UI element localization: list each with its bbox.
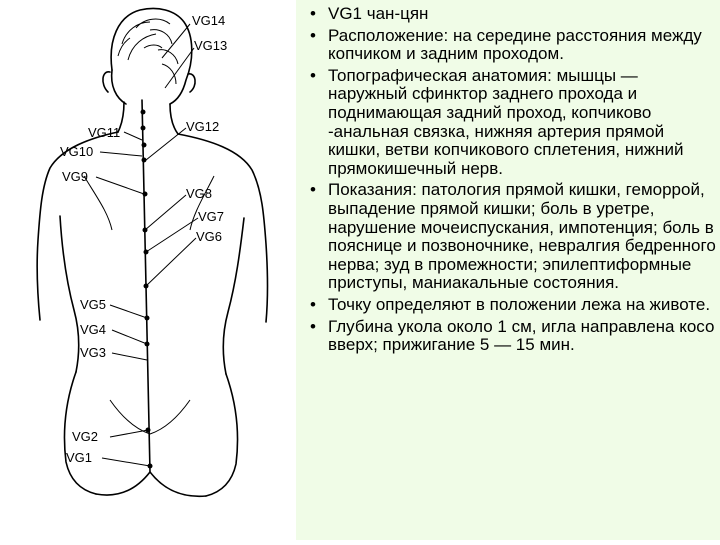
- right-hip: [206, 374, 238, 496]
- torso-left-side: [60, 216, 79, 372]
- buttocks-outline: [96, 472, 206, 496]
- bullet-point-name: • VG1 чан-цян: [304, 5, 716, 24]
- right-ear: [188, 74, 195, 92]
- label-vg10: VG10: [60, 144, 94, 159]
- bullet-indications: • Показания: патология прямой кишки, геморрой, выпадение прямой кишки; боль в уретре, нарушение мочеиспускания, импотенция; боль в пояснице и позвоночнике, невралгия бедренного нерва; зуд в промежности; эпилептиформные приступы, маниакальные состояния.: [304, 181, 716, 293]
- description-panel: [296, 0, 720, 540]
- label-vg1: VG1: [66, 450, 93, 465]
- back-outline-drawing: [0, 0, 300, 540]
- back-acupuncture-figure: [0, 0, 300, 540]
- label-vg6: VG6: [196, 229, 223, 244]
- bullet-list: [304, 5, 716, 358]
- label-vg12: VG12: [186, 119, 220, 134]
- scapula-lines: [84, 176, 214, 230]
- bullet-location: • Расположение: на середине расстояния между копчиком и задним проходом.: [304, 27, 716, 64]
- label-vg11: VG11: [88, 125, 121, 140]
- neck-right: [170, 104, 178, 134]
- label-vg9: VG9: [62, 169, 89, 184]
- hair-strokes: [118, 19, 178, 84]
- torso-right-side: [223, 218, 244, 374]
- label-vg4: VG4: [80, 322, 107, 337]
- bullet-positioning: • Точку определяют в положении лежа на животе.: [304, 296, 716, 315]
- label-vg7: VG7: [198, 209, 225, 224]
- bullet-technique: • Глубина укола около 1 см, игла направлена косо вверх; прижигание 5 — 15 мин.: [304, 318, 716, 355]
- left-ear: [103, 72, 110, 92]
- label-vg3: VG3: [80, 345, 107, 360]
- bullet-anatomy: • Топографическая анатомия: мышцы — наружный сфинктор заднего прохода и поднимающая задний проход, копчиково -анальная связка, нижняя артерия прямой кишки, ветви копчикового сплетения, нижний прямокишечный нерв.: [304, 67, 716, 179]
- head-outline: [111, 9, 192, 105]
- label-vg8: VG8: [186, 186, 213, 201]
- label-vg13: VG13: [194, 38, 228, 53]
- label-vg2: VG2: [72, 429, 99, 444]
- head-left-side: [112, 70, 126, 104]
- left-shoulder-arm: [37, 132, 118, 320]
- right-shoulder-arm: [178, 134, 268, 322]
- label-vg14: VG14: [192, 13, 226, 28]
- label-vg5: VG5: [80, 297, 107, 312]
